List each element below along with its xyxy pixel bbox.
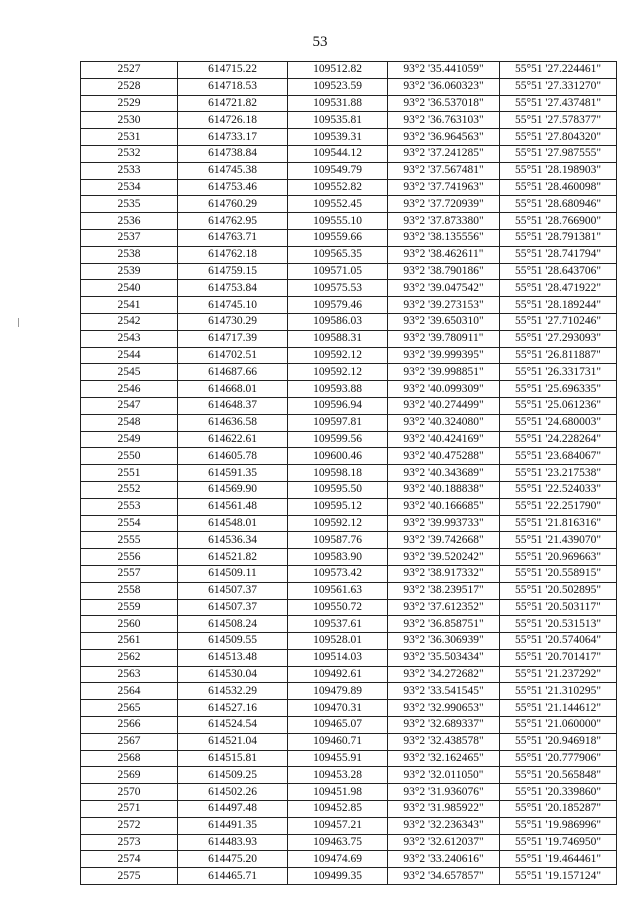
x-coordinate-cell: 614527.16 bbox=[178, 700, 288, 717]
table-row bbox=[81, 145, 617, 162]
table-row bbox=[81, 801, 617, 818]
y-coordinate-cell: 109535.81 bbox=[288, 112, 388, 129]
x-coordinate-cell: 614524.54 bbox=[178, 717, 288, 734]
longitude-cell: 93°2 '39.742668" bbox=[388, 532, 500, 549]
y-coordinate-cell: 109552.82 bbox=[288, 179, 388, 196]
x-coordinate-cell: 614762.18 bbox=[178, 246, 288, 263]
longitude-cell: 93°2 '39.650310" bbox=[388, 313, 500, 330]
point-number-cell: 2567 bbox=[81, 733, 178, 750]
point-number-cell: 2545 bbox=[81, 364, 178, 381]
latitude-cell: 55°51 '20.701417" bbox=[500, 649, 617, 666]
y-coordinate-cell: 109597.81 bbox=[288, 414, 388, 431]
x-coordinate-cell: 614507.37 bbox=[178, 599, 288, 616]
latitude-cell: 55°51 '28.741794" bbox=[500, 246, 617, 263]
x-coordinate-cell: 614536.34 bbox=[178, 532, 288, 549]
longitude-cell: 93°2 '39.780911" bbox=[388, 330, 500, 347]
longitude-cell: 93°2 '36.306939" bbox=[388, 633, 500, 650]
x-coordinate-cell: 614491.35 bbox=[178, 817, 288, 834]
point-number-cell: 2536 bbox=[81, 213, 178, 230]
y-coordinate-cell: 109531.88 bbox=[288, 95, 388, 112]
y-coordinate-cell: 109552.45 bbox=[288, 196, 388, 213]
y-coordinate-cell: 109453.28 bbox=[288, 767, 388, 784]
latitude-cell: 55°51 '28.680946" bbox=[500, 196, 617, 213]
y-coordinate-cell: 109596.94 bbox=[288, 397, 388, 414]
point-number-cell: 2530 bbox=[81, 112, 178, 129]
latitude-cell: 55°51 '20.777906" bbox=[500, 750, 617, 767]
latitude-cell: 55°51 '20.503117" bbox=[500, 599, 617, 616]
x-coordinate-cell: 614745.10 bbox=[178, 297, 288, 314]
table-row bbox=[81, 834, 617, 851]
longitude-cell: 93°2 '37.873380" bbox=[388, 213, 500, 230]
table-row bbox=[81, 582, 617, 599]
x-coordinate-cell: 614561.48 bbox=[178, 498, 288, 515]
longitude-cell: 93°2 '40.324080" bbox=[388, 414, 500, 431]
coordinates-table-body bbox=[81, 62, 617, 885]
y-coordinate-cell: 109452.85 bbox=[288, 801, 388, 818]
y-coordinate-cell: 109455.91 bbox=[288, 750, 388, 767]
latitude-cell: 55°51 '27.578377" bbox=[500, 112, 617, 129]
table-row bbox=[81, 767, 617, 784]
latitude-cell: 55°51 '21.439070" bbox=[500, 532, 617, 549]
latitude-cell: 55°51 '20.558915" bbox=[500, 565, 617, 582]
y-coordinate-cell: 109600.46 bbox=[288, 448, 388, 465]
longitude-cell: 93°2 '40.475288" bbox=[388, 448, 500, 465]
point-number-cell: 2527 bbox=[81, 62, 178, 79]
y-coordinate-cell: 109595.12 bbox=[288, 498, 388, 515]
table-row bbox=[81, 196, 617, 213]
latitude-cell: 55°51 '19.986996" bbox=[500, 817, 617, 834]
point-number-cell: 2542 bbox=[81, 313, 178, 330]
y-coordinate-cell: 109592.12 bbox=[288, 364, 388, 381]
longitude-cell: 93°2 '32.236343" bbox=[388, 817, 500, 834]
x-coordinate-cell: 614532.29 bbox=[178, 683, 288, 700]
x-coordinate-cell: 614762.95 bbox=[178, 213, 288, 230]
x-coordinate-cell: 614687.66 bbox=[178, 364, 288, 381]
table-row bbox=[81, 313, 617, 330]
y-coordinate-cell: 109512.82 bbox=[288, 62, 388, 79]
longitude-cell: 93°2 '32.612037" bbox=[388, 834, 500, 851]
y-coordinate-cell: 109595.50 bbox=[288, 481, 388, 498]
point-number-cell: 2533 bbox=[81, 162, 178, 179]
latitude-cell: 55°51 '20.565848" bbox=[500, 767, 617, 784]
table-row bbox=[81, 515, 617, 532]
longitude-cell: 93°2 '40.188838" bbox=[388, 481, 500, 498]
table-row bbox=[81, 649, 617, 666]
y-coordinate-cell: 109587.76 bbox=[288, 532, 388, 549]
x-coordinate-cell: 614497.48 bbox=[178, 801, 288, 818]
table-row bbox=[81, 213, 617, 230]
latitude-cell: 55°51 '24.680003" bbox=[500, 414, 617, 431]
table-row bbox=[81, 229, 617, 246]
table-row bbox=[81, 364, 617, 381]
x-coordinate-cell: 614521.04 bbox=[178, 733, 288, 750]
latitude-cell: 55°51 '20.339860" bbox=[500, 784, 617, 801]
point-number-cell: 2557 bbox=[81, 565, 178, 582]
table-row bbox=[81, 62, 617, 79]
table-row bbox=[81, 179, 617, 196]
y-coordinate-cell: 109528.01 bbox=[288, 633, 388, 650]
latitude-cell: 55°51 '27.437481" bbox=[500, 95, 617, 112]
longitude-cell: 93°2 '37.612352" bbox=[388, 599, 500, 616]
point-number-cell: 2550 bbox=[81, 448, 178, 465]
x-coordinate-cell: 614636.58 bbox=[178, 414, 288, 431]
x-coordinate-cell: 614548.01 bbox=[178, 515, 288, 532]
y-coordinate-cell: 109571.05 bbox=[288, 263, 388, 280]
latitude-cell: 55°51 '21.816316" bbox=[500, 515, 617, 532]
latitude-cell: 55°51 '20.946918" bbox=[500, 733, 617, 750]
latitude-cell: 55°51 '27.804320" bbox=[500, 129, 617, 146]
longitude-cell: 93°2 '40.166685" bbox=[388, 498, 500, 515]
latitude-cell: 55°51 '22.251790" bbox=[500, 498, 617, 515]
point-number-cell: 2569 bbox=[81, 767, 178, 784]
latitude-cell: 55°51 '20.531513" bbox=[500, 616, 617, 633]
point-number-cell: 2538 bbox=[81, 246, 178, 263]
latitude-cell: 55°51 '28.471922" bbox=[500, 280, 617, 297]
point-number-cell: 2574 bbox=[81, 851, 178, 868]
table-row bbox=[81, 683, 617, 700]
y-coordinate-cell: 109514.03 bbox=[288, 649, 388, 666]
point-number-cell: 2556 bbox=[81, 549, 178, 566]
latitude-cell: 55°51 '24.228264" bbox=[500, 431, 617, 448]
x-coordinate-cell: 614745.38 bbox=[178, 162, 288, 179]
point-number-cell: 2552 bbox=[81, 481, 178, 498]
latitude-cell: 55°51 '28.766900" bbox=[500, 213, 617, 230]
longitude-cell: 93°2 '35.441059" bbox=[388, 62, 500, 79]
y-coordinate-cell: 109457.21 bbox=[288, 817, 388, 834]
longitude-cell: 93°2 '40.274499" bbox=[388, 397, 500, 414]
x-coordinate-cell: 614760.29 bbox=[178, 196, 288, 213]
longitude-cell: 93°2 '39.047542" bbox=[388, 280, 500, 297]
latitude-cell: 55°51 '26.331731" bbox=[500, 364, 617, 381]
latitude-cell: 55°51 '20.502895" bbox=[500, 582, 617, 599]
y-coordinate-cell: 109561.63 bbox=[288, 582, 388, 599]
x-coordinate-cell: 614509.25 bbox=[178, 767, 288, 784]
point-number-cell: 2543 bbox=[81, 330, 178, 347]
table-row bbox=[81, 347, 617, 364]
latitude-cell: 55°51 '19.746950" bbox=[500, 834, 617, 851]
longitude-cell: 93°2 '39.998851" bbox=[388, 364, 500, 381]
y-coordinate-cell: 109583.90 bbox=[288, 549, 388, 566]
latitude-cell: 55°51 '22.524033" bbox=[500, 481, 617, 498]
table-row bbox=[81, 448, 617, 465]
table-row bbox=[81, 129, 617, 146]
x-coordinate-cell: 614508.24 bbox=[178, 616, 288, 633]
y-coordinate-cell: 109499.35 bbox=[288, 868, 388, 885]
latitude-cell: 55°51 '26.811887" bbox=[500, 347, 617, 364]
longitude-cell: 93°2 '39.999395" bbox=[388, 347, 500, 364]
table-row bbox=[81, 817, 617, 834]
point-number-cell: 2535 bbox=[81, 196, 178, 213]
latitude-cell: 55°51 '28.643706" bbox=[500, 263, 617, 280]
table-row bbox=[81, 397, 617, 414]
latitude-cell: 55°51 '19.464461" bbox=[500, 851, 617, 868]
longitude-cell: 93°2 '34.657857" bbox=[388, 868, 500, 885]
x-coordinate-cell: 614475.20 bbox=[178, 851, 288, 868]
y-coordinate-cell: 109492.61 bbox=[288, 666, 388, 683]
x-coordinate-cell: 614605.78 bbox=[178, 448, 288, 465]
longitude-cell: 93°2 '37.720939" bbox=[388, 196, 500, 213]
point-number-cell: 2560 bbox=[81, 616, 178, 633]
y-coordinate-cell: 109588.31 bbox=[288, 330, 388, 347]
y-coordinate-cell: 109474.69 bbox=[288, 851, 388, 868]
longitude-cell: 93°2 '35.503434" bbox=[388, 649, 500, 666]
point-number-cell: 2539 bbox=[81, 263, 178, 280]
latitude-cell: 55°51 '21.144612" bbox=[500, 700, 617, 717]
point-number-cell: 2532 bbox=[81, 145, 178, 162]
table-row bbox=[81, 481, 617, 498]
x-coordinate-cell: 614759.15 bbox=[178, 263, 288, 280]
x-coordinate-cell: 614521.82 bbox=[178, 549, 288, 566]
latitude-cell: 55°51 '27.987555" bbox=[500, 145, 617, 162]
table-row bbox=[81, 666, 617, 683]
table-row bbox=[81, 868, 617, 885]
x-coordinate-cell: 614465.71 bbox=[178, 868, 288, 885]
table-row bbox=[81, 465, 617, 482]
point-number-cell: 2534 bbox=[81, 179, 178, 196]
longitude-cell: 93°2 '31.985922" bbox=[388, 801, 500, 818]
y-coordinate-cell: 109559.66 bbox=[288, 229, 388, 246]
point-number-cell: 2548 bbox=[81, 414, 178, 431]
longitude-cell: 93°2 '40.343689" bbox=[388, 465, 500, 482]
latitude-cell: 55°51 '21.310295" bbox=[500, 683, 617, 700]
longitude-cell: 93°2 '39.520242" bbox=[388, 549, 500, 566]
table-row bbox=[81, 733, 617, 750]
y-coordinate-cell: 109523.59 bbox=[288, 78, 388, 95]
longitude-cell: 93°2 '32.011050" bbox=[388, 767, 500, 784]
y-coordinate-cell: 109549.79 bbox=[288, 162, 388, 179]
latitude-cell: 55°51 '20.969663" bbox=[500, 549, 617, 566]
table-row bbox=[81, 297, 617, 314]
x-coordinate-cell: 614502.26 bbox=[178, 784, 288, 801]
longitude-cell: 93°2 '36.858751" bbox=[388, 616, 500, 633]
table-row bbox=[81, 532, 617, 549]
longitude-cell: 93°2 '37.741963" bbox=[388, 179, 500, 196]
longitude-cell: 93°2 '39.993733" bbox=[388, 515, 500, 532]
y-coordinate-cell: 109544.12 bbox=[288, 145, 388, 162]
y-coordinate-cell: 109555.10 bbox=[288, 213, 388, 230]
point-number-cell: 2529 bbox=[81, 95, 178, 112]
table-row bbox=[81, 112, 617, 129]
table-row bbox=[81, 549, 617, 566]
coordinates-table bbox=[80, 61, 617, 885]
longitude-cell: 93°2 '38.790186" bbox=[388, 263, 500, 280]
x-coordinate-cell: 614726.18 bbox=[178, 112, 288, 129]
x-coordinate-cell: 614507.37 bbox=[178, 582, 288, 599]
point-number-cell: 2559 bbox=[81, 599, 178, 616]
longitude-cell: 93°2 '32.438578" bbox=[388, 733, 500, 750]
y-coordinate-cell: 109537.61 bbox=[288, 616, 388, 633]
longitude-cell: 93°2 '33.541545" bbox=[388, 683, 500, 700]
longitude-cell: 93°2 '36.964563" bbox=[388, 129, 500, 146]
latitude-cell: 55°51 '28.791381" bbox=[500, 229, 617, 246]
point-number-cell: 2570 bbox=[81, 784, 178, 801]
table-row bbox=[81, 851, 617, 868]
longitude-cell: 93°2 '37.567481" bbox=[388, 162, 500, 179]
page-number: 53 bbox=[312, 34, 328, 50]
point-number-cell: 2564 bbox=[81, 683, 178, 700]
y-coordinate-cell: 109463.75 bbox=[288, 834, 388, 851]
longitude-cell: 93°2 '40.099309" bbox=[388, 381, 500, 398]
y-coordinate-cell: 109592.12 bbox=[288, 347, 388, 364]
x-coordinate-cell: 614717.39 bbox=[178, 330, 288, 347]
table-row bbox=[81, 599, 617, 616]
point-number-cell: 2573 bbox=[81, 834, 178, 851]
table-row bbox=[81, 700, 617, 717]
point-number-cell: 2537 bbox=[81, 229, 178, 246]
point-number-cell: 2562 bbox=[81, 649, 178, 666]
x-coordinate-cell: 614509.55 bbox=[178, 633, 288, 650]
longitude-cell: 93°2 '37.241285" bbox=[388, 145, 500, 162]
y-coordinate-cell: 109598.18 bbox=[288, 465, 388, 482]
x-coordinate-cell: 614515.81 bbox=[178, 750, 288, 767]
x-coordinate-cell: 614718.53 bbox=[178, 78, 288, 95]
point-number-cell: 2571 bbox=[81, 801, 178, 818]
y-coordinate-cell: 109539.31 bbox=[288, 129, 388, 146]
latitude-cell: 55°51 '20.574064" bbox=[500, 633, 617, 650]
x-coordinate-cell: 614753.46 bbox=[178, 179, 288, 196]
latitude-cell: 55°51 '28.198903" bbox=[500, 162, 617, 179]
point-number-cell: 2547 bbox=[81, 397, 178, 414]
x-coordinate-cell: 614733.17 bbox=[178, 129, 288, 146]
longitude-cell: 93°2 '36.537018" bbox=[388, 95, 500, 112]
x-coordinate-cell: 614483.93 bbox=[178, 834, 288, 851]
x-coordinate-cell: 614648.37 bbox=[178, 397, 288, 414]
longitude-cell: 93°2 '38.239517" bbox=[388, 582, 500, 599]
point-number-cell: 2561 bbox=[81, 633, 178, 650]
latitude-cell: 55°51 '27.331270" bbox=[500, 78, 617, 95]
y-coordinate-cell: 109451.98 bbox=[288, 784, 388, 801]
latitude-cell: 55°51 '28.460098" bbox=[500, 179, 617, 196]
latitude-cell: 55°51 '28.189244" bbox=[500, 297, 617, 314]
latitude-cell: 55°51 '27.710246" bbox=[500, 313, 617, 330]
latitude-cell: 55°51 '25.696335" bbox=[500, 381, 617, 398]
point-number-cell: 2553 bbox=[81, 498, 178, 515]
point-number-cell: 2528 bbox=[81, 78, 178, 95]
table-row bbox=[81, 263, 617, 280]
latitude-cell: 55°51 '23.217538" bbox=[500, 465, 617, 482]
point-number-cell: 2568 bbox=[81, 750, 178, 767]
longitude-cell: 93°2 '38.917332" bbox=[388, 565, 500, 582]
x-coordinate-cell: 614569.90 bbox=[178, 481, 288, 498]
point-number-cell: 2555 bbox=[81, 532, 178, 549]
longitude-cell: 93°2 '32.162465" bbox=[388, 750, 500, 767]
point-number-cell: 2549 bbox=[81, 431, 178, 448]
table-row bbox=[81, 498, 617, 515]
y-coordinate-cell: 109479.89 bbox=[288, 683, 388, 700]
y-coordinate-cell: 109460.71 bbox=[288, 733, 388, 750]
x-coordinate-cell: 614513.48 bbox=[178, 649, 288, 666]
latitude-cell: 55°51 '27.224461" bbox=[500, 62, 617, 79]
point-number-cell: 2540 bbox=[81, 280, 178, 297]
longitude-cell: 93°2 '33.240616" bbox=[388, 851, 500, 868]
y-coordinate-cell: 109599.56 bbox=[288, 431, 388, 448]
x-coordinate-cell: 614721.82 bbox=[178, 95, 288, 112]
point-number-cell: 2531 bbox=[81, 129, 178, 146]
latitude-cell: 55°51 '19.157124" bbox=[500, 868, 617, 885]
table-row bbox=[81, 750, 617, 767]
table-row bbox=[81, 246, 617, 263]
x-coordinate-cell: 614753.84 bbox=[178, 280, 288, 297]
x-coordinate-cell: 614738.84 bbox=[178, 145, 288, 162]
longitude-cell: 93°2 '31.936076" bbox=[388, 784, 500, 801]
x-coordinate-cell: 614715.22 bbox=[178, 62, 288, 79]
table-row bbox=[81, 784, 617, 801]
point-number-cell: 2546 bbox=[81, 381, 178, 398]
point-number-cell: 2575 bbox=[81, 868, 178, 885]
longitude-cell: 93°2 '40.424169" bbox=[388, 431, 500, 448]
latitude-cell: 55°51 '25.061236" bbox=[500, 397, 617, 414]
point-number-cell: 2565 bbox=[81, 700, 178, 717]
table-row bbox=[81, 616, 617, 633]
point-number-cell: 2572 bbox=[81, 817, 178, 834]
y-coordinate-cell: 109586.03 bbox=[288, 313, 388, 330]
x-coordinate-cell: 614702.51 bbox=[178, 347, 288, 364]
point-number-cell: 2563 bbox=[81, 666, 178, 683]
table-row bbox=[81, 95, 617, 112]
point-number-cell: 2558 bbox=[81, 582, 178, 599]
longitude-cell: 93°2 '36.763103" bbox=[388, 112, 500, 129]
latitude-cell: 55°51 '27.293093" bbox=[500, 330, 617, 347]
margin-mark bbox=[18, 318, 21, 327]
longitude-cell: 93°2 '38.135556" bbox=[388, 229, 500, 246]
point-number-cell: 2566 bbox=[81, 717, 178, 734]
table-row bbox=[81, 280, 617, 297]
latitude-cell: 55°51 '21.237292" bbox=[500, 666, 617, 683]
latitude-cell: 55°51 '20.185287" bbox=[500, 801, 617, 818]
table-row bbox=[81, 381, 617, 398]
table-row bbox=[81, 78, 617, 95]
latitude-cell: 55°51 '23.684067" bbox=[500, 448, 617, 465]
y-coordinate-cell: 109470.31 bbox=[288, 700, 388, 717]
longitude-cell: 93°2 '36.060323" bbox=[388, 78, 500, 95]
table-row bbox=[81, 414, 617, 431]
x-coordinate-cell: 614509.11 bbox=[178, 565, 288, 582]
x-coordinate-cell: 614730.29 bbox=[178, 313, 288, 330]
x-coordinate-cell: 614591.35 bbox=[178, 465, 288, 482]
table-row bbox=[81, 431, 617, 448]
y-coordinate-cell: 109565.35 bbox=[288, 246, 388, 263]
longitude-cell: 93°2 '39.273153" bbox=[388, 297, 500, 314]
point-number-cell: 2551 bbox=[81, 465, 178, 482]
x-coordinate-cell: 614530.04 bbox=[178, 666, 288, 683]
point-number-cell: 2554 bbox=[81, 515, 178, 532]
y-coordinate-cell: 109593.88 bbox=[288, 381, 388, 398]
x-coordinate-cell: 614622.61 bbox=[178, 431, 288, 448]
x-coordinate-cell: 614668.01 bbox=[178, 381, 288, 398]
table-row bbox=[81, 717, 617, 734]
table-row bbox=[81, 633, 617, 650]
y-coordinate-cell: 109592.12 bbox=[288, 515, 388, 532]
table-row bbox=[81, 162, 617, 179]
x-coordinate-cell: 614763.71 bbox=[178, 229, 288, 246]
longitude-cell: 93°2 '32.689337" bbox=[388, 717, 500, 734]
latitude-cell: 55°51 '21.060000" bbox=[500, 717, 617, 734]
y-coordinate-cell: 109575.53 bbox=[288, 280, 388, 297]
y-coordinate-cell: 109550.72 bbox=[288, 599, 388, 616]
point-number-cell: 2544 bbox=[81, 347, 178, 364]
longitude-cell: 93°2 '38.462611" bbox=[388, 246, 500, 263]
y-coordinate-cell: 109465.07 bbox=[288, 717, 388, 734]
table-row bbox=[81, 565, 617, 582]
y-coordinate-cell: 109573.42 bbox=[288, 565, 388, 582]
longitude-cell: 93°2 '34.272682" bbox=[388, 666, 500, 683]
longitude-cell: 93°2 '32.990653" bbox=[388, 700, 500, 717]
y-coordinate-cell: 109579.46 bbox=[288, 297, 388, 314]
table-row bbox=[81, 330, 617, 347]
point-number-cell: 2541 bbox=[81, 297, 178, 314]
